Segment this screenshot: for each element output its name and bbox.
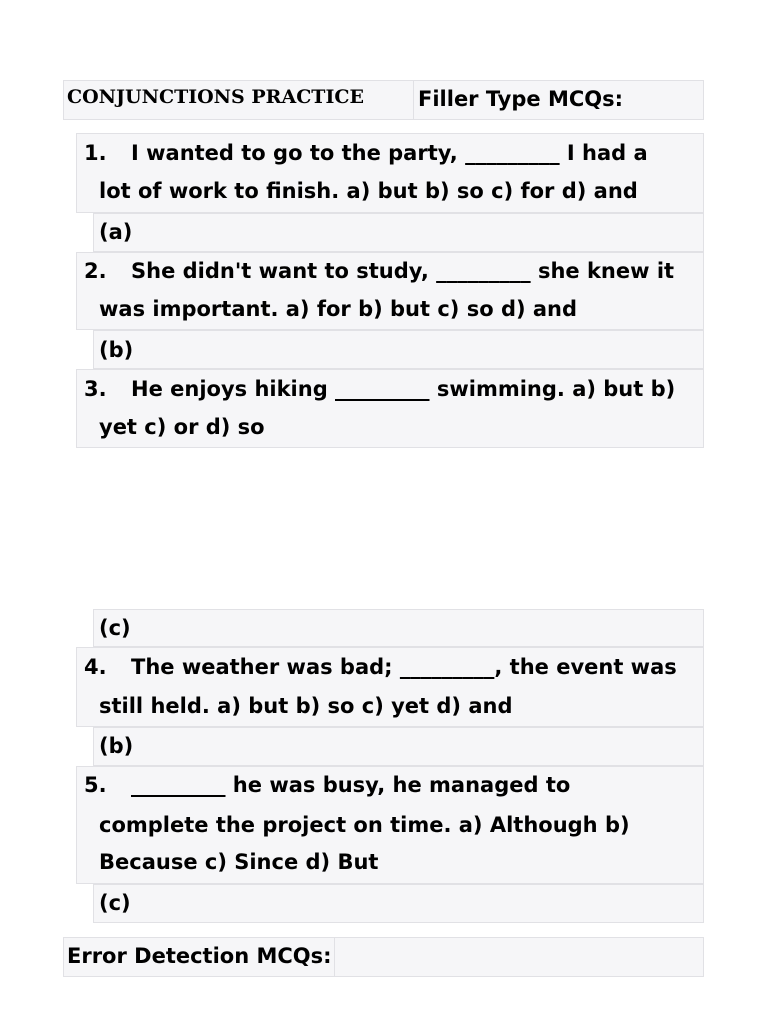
question-3-line1: He enjoys hiking _________ swimming. a) but b) [131, 377, 676, 401]
question-3-number: 3. [84, 377, 107, 401]
question-4-line1: The weather was bad; _________, the event was [131, 655, 677, 679]
answer-1: (a) [99, 220, 133, 244]
answer-2: (b) [99, 338, 134, 362]
question-1-line2: lot of work to finish. a) but b) so c) for d) and [99, 179, 638, 203]
question-2-line2: was important. a) for b) but c) so d) and [99, 297, 578, 321]
answer-1-box [93, 213, 704, 252]
question-1-number: 1. [84, 141, 107, 165]
question-5-line3: Because c) Since d) But [99, 850, 379, 874]
question-1-line1: I wanted to go to the party, _________ I had a [131, 141, 648, 165]
answer-3: (c) [99, 616, 131, 640]
section-title-error-detection: Error Detection MCQs: [67, 944, 332, 968]
question-5-line1: _________ he was busy, he managed to [131, 773, 571, 797]
question-5-line2: complete the project on time. a) Although b) [99, 813, 630, 837]
practice-title: CONJUNCTIONS PRACTICE [67, 86, 364, 108]
answer-4-box [93, 727, 704, 766]
question-5-number: 5. [84, 773, 107, 797]
question-2-line1: She didn't want to study, _________ she knew it [131, 259, 675, 283]
question-2-number: 2. [84, 259, 107, 283]
question-4-line2: still held. a) but b) so c) yet d) and [99, 694, 513, 718]
section-title-filler: Filler Type MCQs: [418, 87, 624, 111]
answer-3-box [93, 609, 704, 647]
answer-5: (c) [99, 891, 131, 915]
answer-2-box [93, 330, 704, 369]
answer-4: (b) [99, 734, 134, 758]
question-3-line2: yet c) or d) so [99, 415, 265, 439]
question-4-number: 4. [84, 655, 107, 679]
answer-5-box [93, 884, 704, 923]
